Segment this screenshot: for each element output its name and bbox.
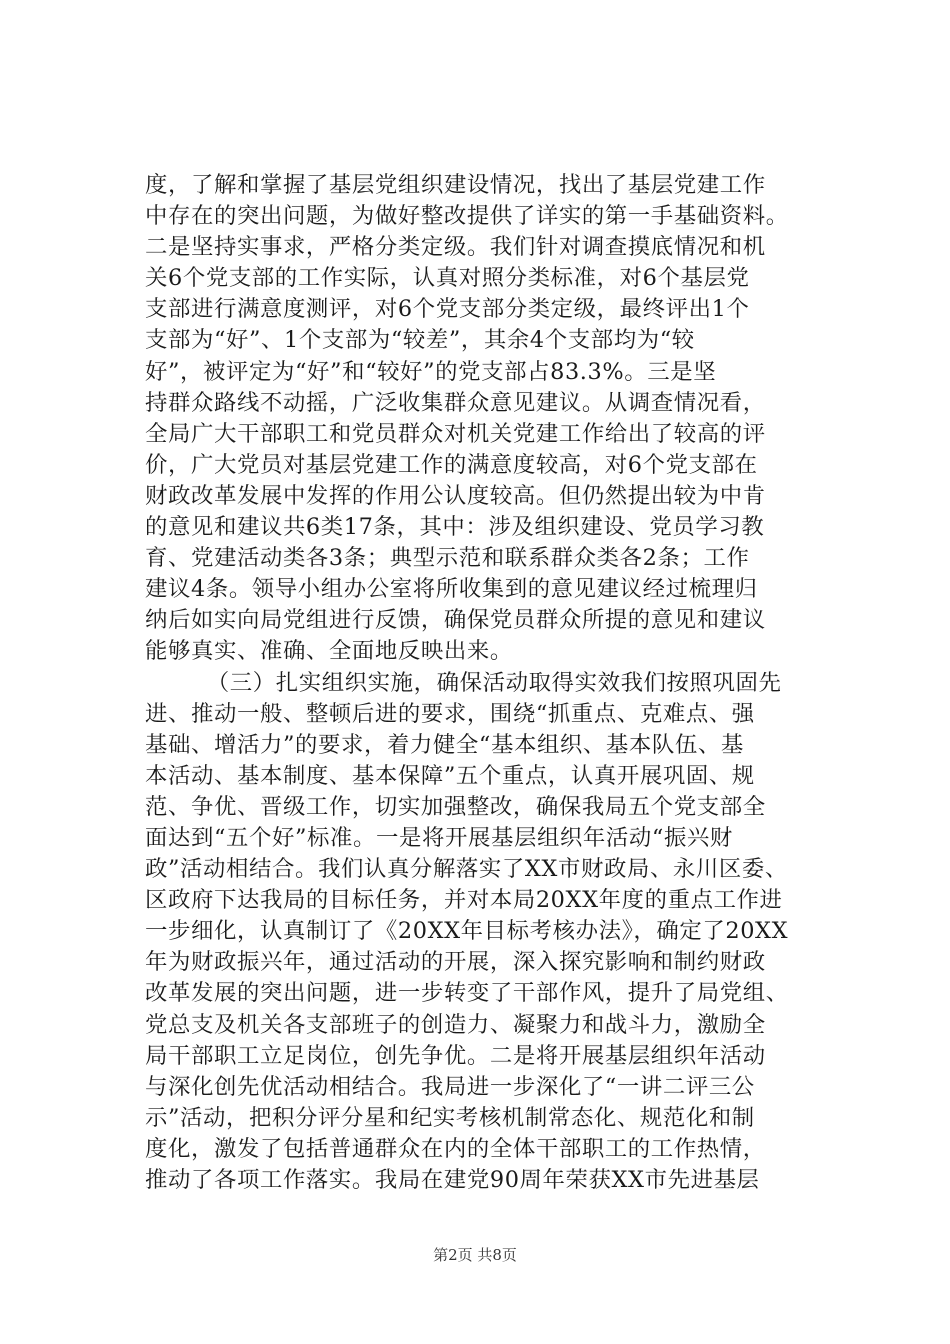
text-line: 与深化创先优活动相结合。我局进一步深化了“一讲二评三公 [145, 1073, 755, 1100]
text-line: 党总支及机关各支部班子的创造力、凝聚力和战斗力，激励全 [145, 1011, 766, 1038]
text-line: 能够真实、准确、全面地反映出来。 [145, 638, 513, 665]
text-line: 纳后如实向局党组进行反馈，确保党员群众所提的意见和建议 [145, 607, 766, 634]
text-line: 二是坚持实事求，严格分类定级。我们针对调查摸底情况和机 [145, 234, 766, 261]
text-line: 范、争优、晋级工作，切实加强整改，确保我局五个党支部全 [145, 793, 766, 820]
text-line: 示”活动，把积分评分星和纪实考核机制常态化、规范化和制 [145, 1104, 755, 1131]
text-line: 一步细化，认真制订了《20XX年目标考核办法》，确定了20XX [145, 918, 789, 945]
text-line: 支部为“好”、1个支部为“较差”，其余4个支部均为“较 [145, 327, 695, 354]
text-line: 度，了解和掌握了基层党组织建设情况，找出了基层党建工作 [145, 172, 766, 198]
text-line: 支部进行满意度测评，对6个党支部分类定级，最终评出1个 [145, 296, 750, 323]
text-line: 本活动、基本制度、基本保障”五个重点，认真开展巩固、规 [145, 762, 755, 789]
text-line: 中存在的突出问题，为做好整改提供了详实的第一手基础资料。 [145, 203, 789, 230]
text-line: 年为财政振兴年，通过活动的开展，深入探究影响和制约财政 [145, 949, 766, 976]
body-text [145, 170, 835, 1196]
text-line: 政”活动相结合。我们认真分解落实了XX市财政局、永川区委、 [145, 856, 788, 883]
text-line: 财政改革发展中发挥的作用公认度较高。但仍然提出较为中肯 [145, 482, 766, 509]
text-line: 面达到“五个好”标准。一是将开展基层组织年活动“振兴财 [145, 824, 733, 851]
text-line: （三）扎实组织实施，确保活动取得实效我们按照巩固先 [145, 669, 782, 696]
text-line: 建议4条。领导小组办公室将所收集到的意见建议经过梳理归 [145, 576, 758, 603]
text-line: 改革发展的突出问题，进一步转变了干部作风，提升了局党组、 [145, 980, 789, 1007]
text-line: 关6个党支部的工作实际，认真对照分类标准，对6个基层党 [145, 265, 750, 292]
text-line: 推动了各项工作落实。我局在建党90周年荣获XX市先进基层 [145, 1167, 760, 1193]
text-line: 区政府下达我局的目标任务，并对本局20XX年度的重点工作进 [145, 887, 783, 914]
text-line: 进、推动一般、整顿后进的要求，围绕“抓重点、克难点、强 [145, 700, 755, 727]
page-footer: 第2页 共8页 [433, 1246, 517, 1264]
text-line: 价，广大党员对基层党建工作的满意度较高，对6个党支部在 [145, 451, 758, 478]
text-line: 持群众路线不动摇，广泛收集群众意见建议。从调查情况看， [145, 389, 766, 416]
text-line: 局干部职工立足岗位，创先争优。二是将开展基层组织年活动 [145, 1042, 766, 1069]
text-line: 全局广大干部职工和党员群众对机关党建工作给出了较高的评 [145, 420, 766, 447]
text-line: 好”，被评定为“好”和“较好”的党支部占83.3%。三是坚 [145, 358, 717, 385]
text-line: 的意见和建议共6类17条，其中：涉及组织建设、党员学习教 [145, 514, 765, 541]
text-line: 度化，激发了包括普通群众在内的全体干部职工的工作热情， [145, 1135, 766, 1162]
text-line: 基础、增活力”的要求，着力健全“基本组织、基本队伍、基 [145, 731, 744, 758]
text-line: 育、党建活动类各3条；典型示范和联系群众类各2条；工作 [145, 545, 750, 572]
